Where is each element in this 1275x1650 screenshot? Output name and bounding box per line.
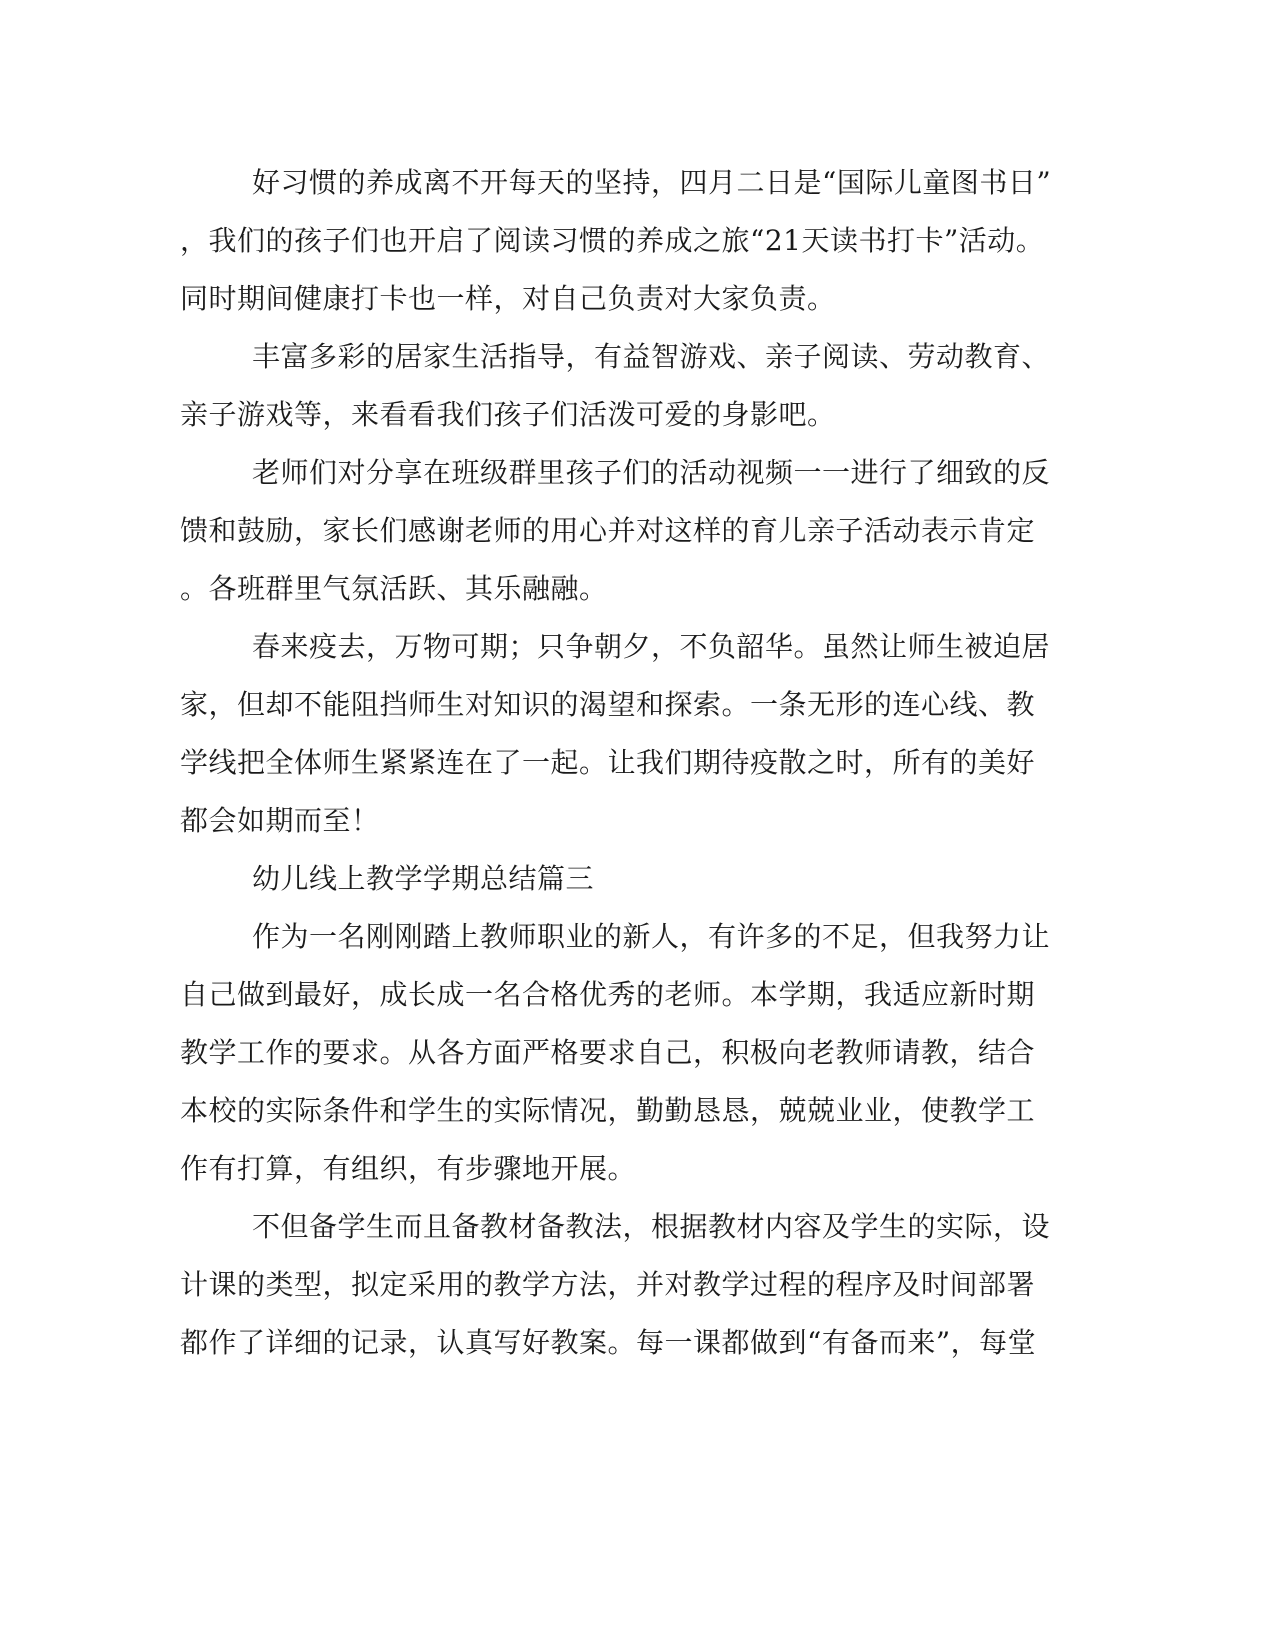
paragraph-line: 不但备学生而且备教材备教法，根据教材内容及学生的实际，设 [252,1210,1051,1243]
paragraph-line: ，我们的孩子们也开启了阅读习惯的养成之旅“21天读书打卡”活动。 [180,224,1045,257]
paragraph-line: 都作了详细的记录，认真写好教案。每一课都做到“有备而来”，每堂 [180,1326,1037,1359]
paragraph-line: 教学工作的要求。从各方面严格要求自己，积极向老教师请教，结合 [180,1036,1036,1069]
paragraph-line: 都会如期而至！ [180,804,380,837]
paragraph-line: 作为一名刚刚踏上教师职业的新人，有许多的不足，但我努力让 [252,920,1051,953]
paragraph-line: 馈和鼓励，家长们感谢老师的用心并对这样的育儿亲子活动表示肯定 [180,514,1036,547]
paragraph-line: 春来疫去，万物可期；只争朝夕，不负韶华。虽然让师生被迫居 [252,630,1051,663]
paragraph-line: 同时期间健康打卡也一样，对自己负责对大家负责。 [180,282,836,315]
paragraph-line: 本校的实际条件和学生的实际情况，勤勤恳恳，兢兢业业，使教学工 [180,1094,1036,1127]
paragraph-line: 亲子游戏等，来看看我们孩子们活泼可爱的身影吧。 [180,398,836,431]
paragraph-line: 作有打算，有组织，有步骤地开展。 [180,1152,637,1185]
paragraph-line: 。各班群里气氛活跃、其乐融融。 [180,572,608,605]
paragraph-line: 家，但却不能阻挡师生对知识的渴望和探索。一条无形的连心线、教 [180,688,1036,721]
paragraph-line: 好习惯的养成离不开每天的坚持，四月二日是“国际儿童图书日” [252,166,1052,199]
paragraph-line: 老师们对分享在班级群里孩子们的活动视频一一进行了细致的反 [252,456,1051,489]
paragraph-line: 学线把全体师生紧紧连在了一起。让我们期待疫散之时，所有的美好 [180,746,1036,779]
section-heading: 幼儿线上教学学期总结篇三 [252,862,595,895]
paragraph-line: 自己做到最好，成长成一名合格优秀的老师。本学期，我适应新时期 [180,978,1036,1011]
paragraph-line: 丰富多彩的居家生活指导，有益智游戏、亲子阅读、劳动教育、 [252,340,1051,373]
paragraph-line: 计课的类型，拟定采用的教学方法，并对教学过程的程序及时间部署 [180,1268,1036,1301]
